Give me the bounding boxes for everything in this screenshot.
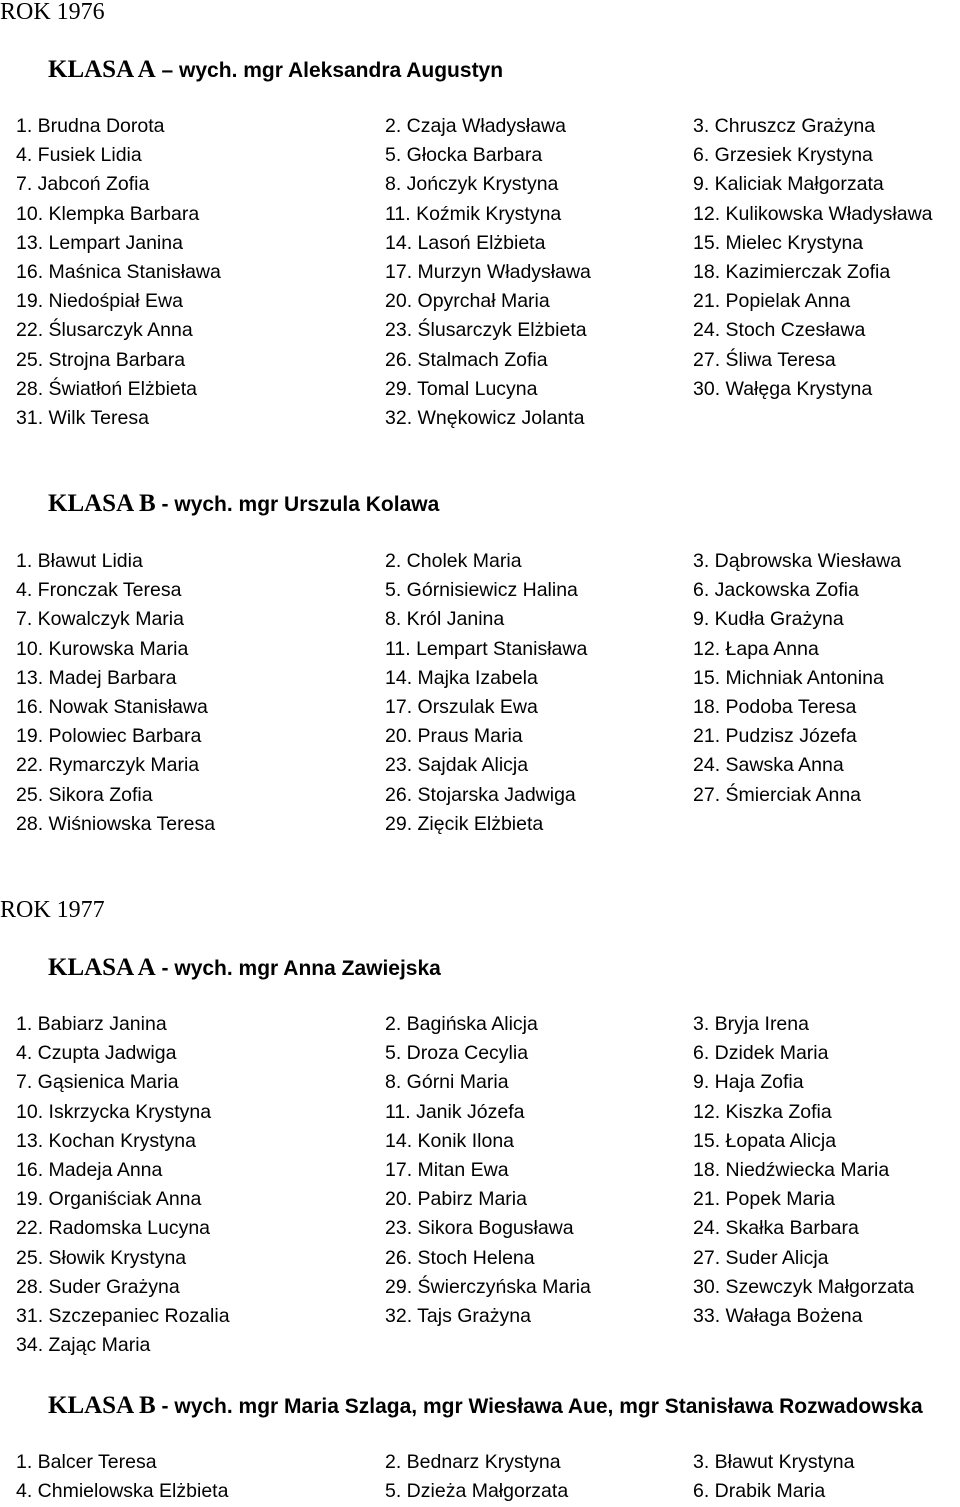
student-entry: 8. Jończyk Krystyna xyxy=(385,173,559,196)
year-heading: ROK 1976 xyxy=(0,0,105,25)
student-entry: 19. Niedośpiał Ewa xyxy=(16,290,183,313)
student-entry: 15. Łopata Alicja xyxy=(693,1129,837,1152)
student-entry: 7. Kowalczyk Maria xyxy=(16,608,184,631)
student-entry: 7. Jabcoń Zofia xyxy=(16,173,150,196)
class-teacher: - wych. mgr Anna Zawiejska xyxy=(161,957,441,980)
student-entry: 3. Bryja Irena xyxy=(693,1013,809,1035)
student-entry: 8. Król Janina xyxy=(385,608,505,631)
student-entry: 26. Stoch Helena xyxy=(385,1246,535,1269)
student-entry: 3. Chruszcz Grażyna xyxy=(693,115,876,137)
student-entry: 25. Sikora Zofia xyxy=(16,783,153,806)
student-entry: 24. Skałka Barbara xyxy=(693,1217,859,1240)
student-entry: 34. Zając Maria xyxy=(16,1334,151,1357)
student-entry: 20. Pabirz Maria xyxy=(385,1188,527,1211)
student-entry: 2. Czaja Władysława xyxy=(385,115,566,137)
student-entry: 1. Bławut Lidia xyxy=(16,550,143,572)
student-entry: 30. Wałęga Krystyna xyxy=(693,377,873,400)
student-entry: 10. Iskrzycka Krystyna xyxy=(16,1100,212,1123)
student-entry: 27. Śmierciak Anna xyxy=(693,783,862,806)
student-list xyxy=(16,547,959,839)
class-header xyxy=(48,1393,923,1420)
student-entry: 3. Dąbrowska Wiesława xyxy=(693,550,902,572)
student-entry: 2. Cholek Maria xyxy=(385,550,522,572)
class-name: KLASA B xyxy=(48,1392,156,1419)
student-entry: 9. Kudła Grażyna xyxy=(693,608,844,631)
student-entry: 21. Pudzisz Józefa xyxy=(693,725,857,748)
student-entry: 13. Madej Barbara xyxy=(16,666,177,689)
student-entry: 22. Radomska Lucyna xyxy=(16,1217,211,1240)
student-list xyxy=(16,1010,959,1360)
student-entry: 24. Sawska Anna xyxy=(693,754,844,777)
student-entry: 14. Majka Izabela xyxy=(385,666,538,689)
student-entry: 6. Grzesiek Krystyna xyxy=(693,144,873,167)
student-entry: 22. Ślusarczyk Anna xyxy=(16,319,193,342)
student-list xyxy=(16,112,959,433)
student-entry: 6. Dzidek Maria xyxy=(693,1042,829,1065)
student-entry: 14. Lasoń Elżbieta xyxy=(385,231,546,254)
student-entry: 18. Kazimierczak Zofia xyxy=(693,260,891,283)
student-entry: 16. Maśnica Stanisława xyxy=(16,260,221,283)
student-entry: 15. Mielec Krystyna xyxy=(693,231,864,254)
student-entry: 26. Stalmach Zofia xyxy=(385,348,548,371)
class-teacher: - wych. mgr Urszula Kolawa xyxy=(161,493,440,516)
student-entry: 28. Suder Grażyna xyxy=(16,1275,180,1298)
student-entry: 26. Stojarska Jadwiga xyxy=(385,783,576,806)
class-header xyxy=(48,57,503,84)
student-entry: 16. Nowak Stanisława xyxy=(16,695,208,718)
student-entry: 3. Bławut Krystyna xyxy=(693,1451,855,1473)
student-entry: 17. Orszulak Ewa xyxy=(385,695,538,718)
student-entry: 29. Tomal Lucyna xyxy=(385,377,538,400)
student-entry: 20. Opyrchał Maria xyxy=(385,290,550,313)
student-entry: 22. Rymarczyk Maria xyxy=(16,754,200,777)
student-entry: 29. Świerczyńska Maria xyxy=(385,1275,591,1298)
student-entry: 31. Szczepaniec Rozalia xyxy=(16,1304,230,1327)
student-entry: 12. Kiszka Zofia xyxy=(693,1100,832,1123)
year-heading: ROK 1977 xyxy=(0,897,105,923)
student-entry: 13. Lempart Janina xyxy=(16,231,183,254)
student-entry: 1. Babiarz Janina xyxy=(16,1013,167,1035)
student-entry: 33. Wałaga Bożena xyxy=(693,1304,863,1327)
class-name: KLASA B xyxy=(48,490,156,517)
student-entry: 32. Tajs Grażyna xyxy=(385,1304,531,1327)
student-entry: 4. Czupta Jadwiga xyxy=(16,1042,177,1065)
student-entry: 20. Praus Maria xyxy=(385,725,523,748)
class-teacher: - wych. mgr Maria Szlaga, mgr Wiesława Aue, mgr Stanisława Rozwadowska xyxy=(161,1395,923,1418)
student-entry: 12. Kulikowska Władysława xyxy=(693,202,933,225)
student-entry: 8. Górni Maria xyxy=(385,1071,509,1094)
student-list xyxy=(16,1448,959,1506)
student-entry: 1. Balcer Teresa xyxy=(16,1451,157,1473)
student-entry: 27. Śliwa Teresa xyxy=(693,348,836,371)
student-entry: 25. Słowik Krystyna xyxy=(16,1246,187,1269)
student-entry: 13. Kochan Krystyna xyxy=(16,1129,196,1152)
student-entry: 16. Madeja Anna xyxy=(16,1158,163,1181)
student-entry: 5. Droza Cecylia xyxy=(385,1042,529,1065)
student-entry: 23. Sajdak Alicja xyxy=(385,754,529,777)
student-entry: 4. Chmielowska Elżbieta xyxy=(16,1480,229,1503)
class-header xyxy=(48,955,441,982)
class-name: KLASA A xyxy=(48,56,156,83)
student-entry: 28. Wiśniowska Teresa xyxy=(16,812,216,835)
class-teacher: – wych. mgr Aleksandra Augustyn xyxy=(161,59,504,82)
student-entry: 17. Mitan Ewa xyxy=(385,1158,509,1181)
class-name: KLASA A xyxy=(48,954,156,981)
student-entry: 31. Wilk Teresa xyxy=(16,406,149,429)
student-entry: 19. Polowiec Barbara xyxy=(16,725,202,748)
student-entry: 30. Szewczyk Małgorzata xyxy=(693,1275,915,1298)
student-entry: 6. Jackowska Zofia xyxy=(693,579,859,602)
student-entry: 5. Dzieża Małgorzata xyxy=(385,1480,569,1503)
student-entry: 25. Strojna Barbara xyxy=(16,348,186,371)
student-entry: 11. Janik Józefa xyxy=(385,1100,525,1123)
student-entry: 9. Haja Zofia xyxy=(693,1071,804,1094)
student-entry: 21. Popek Maria xyxy=(693,1188,835,1211)
student-entry: 24. Stoch Czesława xyxy=(693,319,866,342)
student-entry: 7. Gąsienica Maria xyxy=(16,1071,179,1094)
student-entry: 14. Konik Ilona xyxy=(385,1129,515,1152)
student-entry: 11. Lempart Stanisława xyxy=(385,637,588,660)
student-entry: 9. Kaliciak Małgorzata xyxy=(693,173,884,196)
student-entry: 27. Suder Alicja xyxy=(693,1246,829,1269)
student-entry: 18. Podoba Teresa xyxy=(693,695,857,718)
student-entry: 5. Głocka Barbara xyxy=(385,144,543,167)
student-entry: 4. Fronczak Teresa xyxy=(16,579,182,602)
student-entry: 11. Koźmik Krystyna xyxy=(385,202,562,225)
student-entry: 4. Fusiek Lidia xyxy=(16,144,142,167)
class-header xyxy=(48,491,439,518)
student-entry: 32. Wnękowicz Jolanta xyxy=(385,406,585,429)
student-entry: 29. Zięcik Elżbieta xyxy=(385,812,544,835)
student-entry: 2. Bagińska Alicja xyxy=(385,1013,538,1035)
student-entry: 10. Kurowska Maria xyxy=(16,637,189,660)
student-entry: 23. Ślusarczyk Elżbieta xyxy=(385,319,587,342)
student-entry: 15. Michniak Antonina xyxy=(693,666,884,689)
student-entry: 19. Organiściak Anna xyxy=(16,1188,202,1211)
student-entry: 2. Bednarz Krystyna xyxy=(385,1451,561,1473)
student-entry: 6. Drabik Maria xyxy=(693,1480,826,1503)
student-entry: 18. Niedźwiecka Maria xyxy=(693,1158,890,1181)
student-entry: 23. Sikora Bogusława xyxy=(385,1217,574,1240)
student-entry: 5. Górnisiewicz Halina xyxy=(385,579,578,602)
student-entry: 1. Brudna Dorota xyxy=(16,115,165,137)
student-entry: 17. Murzyn Władysława xyxy=(385,260,591,283)
student-entry: 21. Popielak Anna xyxy=(693,290,851,313)
student-entry: 10. Klempka Barbara xyxy=(16,202,200,225)
student-entry: 28. Światłoń Elżbieta xyxy=(16,377,198,400)
student-entry: 12. Łapa Anna xyxy=(693,637,819,660)
